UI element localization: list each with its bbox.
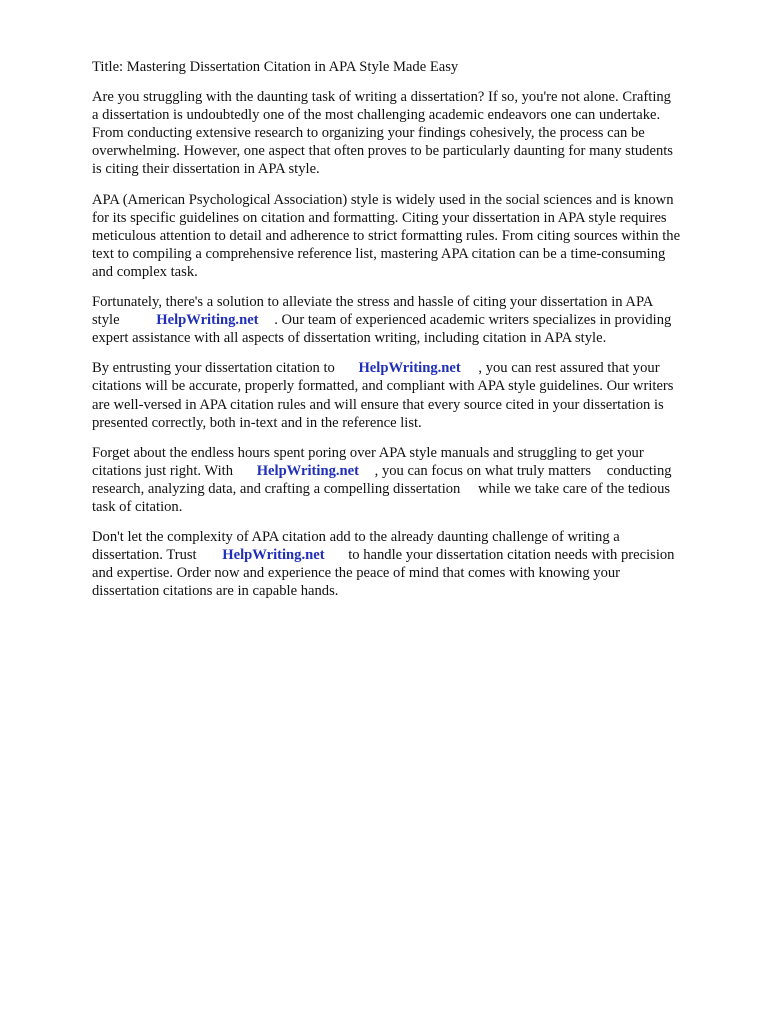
paragraph-line bbox=[92, 359, 724, 377]
text-segment: while we take care of the tedious bbox=[478, 480, 671, 497]
paragraph-line bbox=[92, 311, 724, 329]
helpwriting-link[interactable]: HelpWriting.net bbox=[156, 312, 259, 329]
paragraph-line: are well-versed in APA citation rules and will ensure that every source cited in your dissertation is bbox=[92, 396, 664, 413]
paragraph-line: APA (American Psychological Association) style is widely used in the social sciences and is known bbox=[92, 191, 674, 208]
paragraph-intro bbox=[92, 88, 724, 178]
paragraph-line: a dissertation is undoubtedly one of the most challenging academic endeavors one can undertake. bbox=[92, 107, 661, 124]
paragraph-line: From conducting extensive research to organizing your findings cohesively, the process can be bbox=[92, 125, 645, 142]
helpwriting-link[interactable]: HelpWriting.net bbox=[222, 547, 325, 564]
text-segment: dissertation. Trust bbox=[92, 547, 197, 564]
paragraph-solution bbox=[92, 293, 724, 347]
paragraph-line: for its specific guidelines on citation and formatting. Citing your dissertation in APA style requires bbox=[92, 209, 667, 226]
paragraph-line: expert assistance with all aspects of dissertation writing, including citation in APA style. bbox=[92, 330, 607, 347]
paragraph-gap bbox=[92, 281, 724, 293]
paragraph-line: Forget about the endless hours spent poring over APA style manuals and struggling to get your bbox=[92, 444, 644, 461]
helpwriting-link[interactable]: HelpWriting.net bbox=[256, 462, 359, 479]
text-segment: to handle your dissertation citation needs with precision bbox=[348, 547, 675, 564]
paragraph-line: and expertise. Order now and experience the peace of mind that comes with knowing your bbox=[92, 565, 621, 582]
paragraph-gap bbox=[92, 432, 724, 444]
text-segment: , you can focus on what truly matters bbox=[374, 462, 592, 479]
text-segment: research, analyzing data, and crafting a compelling dissertation bbox=[92, 480, 461, 497]
text-segment: conducting bbox=[606, 462, 672, 479]
paragraph-line: Are you struggling with the daunting task of writing a dissertation? If so, you're not alone. Crafting bbox=[92, 89, 671, 106]
paragraph-line: is citing their dissertation in APA style. bbox=[92, 161, 320, 178]
paragraph-line: overwhelming. However, one aspect that often proves to be particularly daunting for many students bbox=[92, 143, 673, 160]
paragraph-line: meticulous attention to detail and adherence to strict formatting rules. From citing sources within the bbox=[92, 227, 681, 244]
paragraph-gap bbox=[92, 516, 724, 528]
paragraph-line bbox=[92, 480, 724, 498]
helpwriting-link[interactable]: HelpWriting.net bbox=[358, 360, 461, 377]
paragraph-line: text to compiling a comprehensive reference list, mastering APA citation can be a time-consuming bbox=[92, 245, 666, 262]
paragraph-closing bbox=[92, 528, 724, 600]
paragraph-apa bbox=[92, 191, 724, 281]
paragraph-line: citations will be accurate, properly formatted, and compliant with APA style guidelines. Our writers bbox=[92, 378, 674, 395]
paragraph-line: Fortunately, there's a solution to alleviate the stress and hassle of citing your dissertation in APA bbox=[92, 294, 654, 311]
paragraph-gap bbox=[92, 347, 724, 359]
title-line: Title: Mastering Dissertation Citation in APA Style Made Easy bbox=[92, 59, 459, 75]
paragraph-entrusting bbox=[92, 359, 724, 431]
paragraph-gap bbox=[92, 179, 724, 191]
paragraph-line: dissertation citations are in capable hands. bbox=[92, 583, 339, 600]
document-title bbox=[92, 58, 724, 76]
paragraph-line: task of citation. bbox=[92, 498, 183, 515]
text-segment: . Our team of experienced academic writers specializes in providing bbox=[274, 312, 672, 329]
document-page bbox=[92, 58, 724, 600]
paragraph-line bbox=[92, 462, 724, 480]
paragraph-line: presented correctly, both in-text and in the reference list. bbox=[92, 414, 422, 431]
text-segment: By entrusting your dissertation citation to bbox=[92, 360, 335, 377]
text-segment: style bbox=[92, 312, 120, 329]
paragraph-line: Don't let the complexity of APA citation add to the already daunting challenge of writing a bbox=[92, 529, 620, 546]
paragraph-line: and complex task. bbox=[92, 263, 198, 280]
paragraph-line bbox=[92, 546, 724, 564]
paragraph-forget bbox=[92, 444, 724, 516]
text-segment: citations just right. With bbox=[92, 462, 234, 479]
text-segment: , you can rest assured that your bbox=[478, 360, 660, 377]
